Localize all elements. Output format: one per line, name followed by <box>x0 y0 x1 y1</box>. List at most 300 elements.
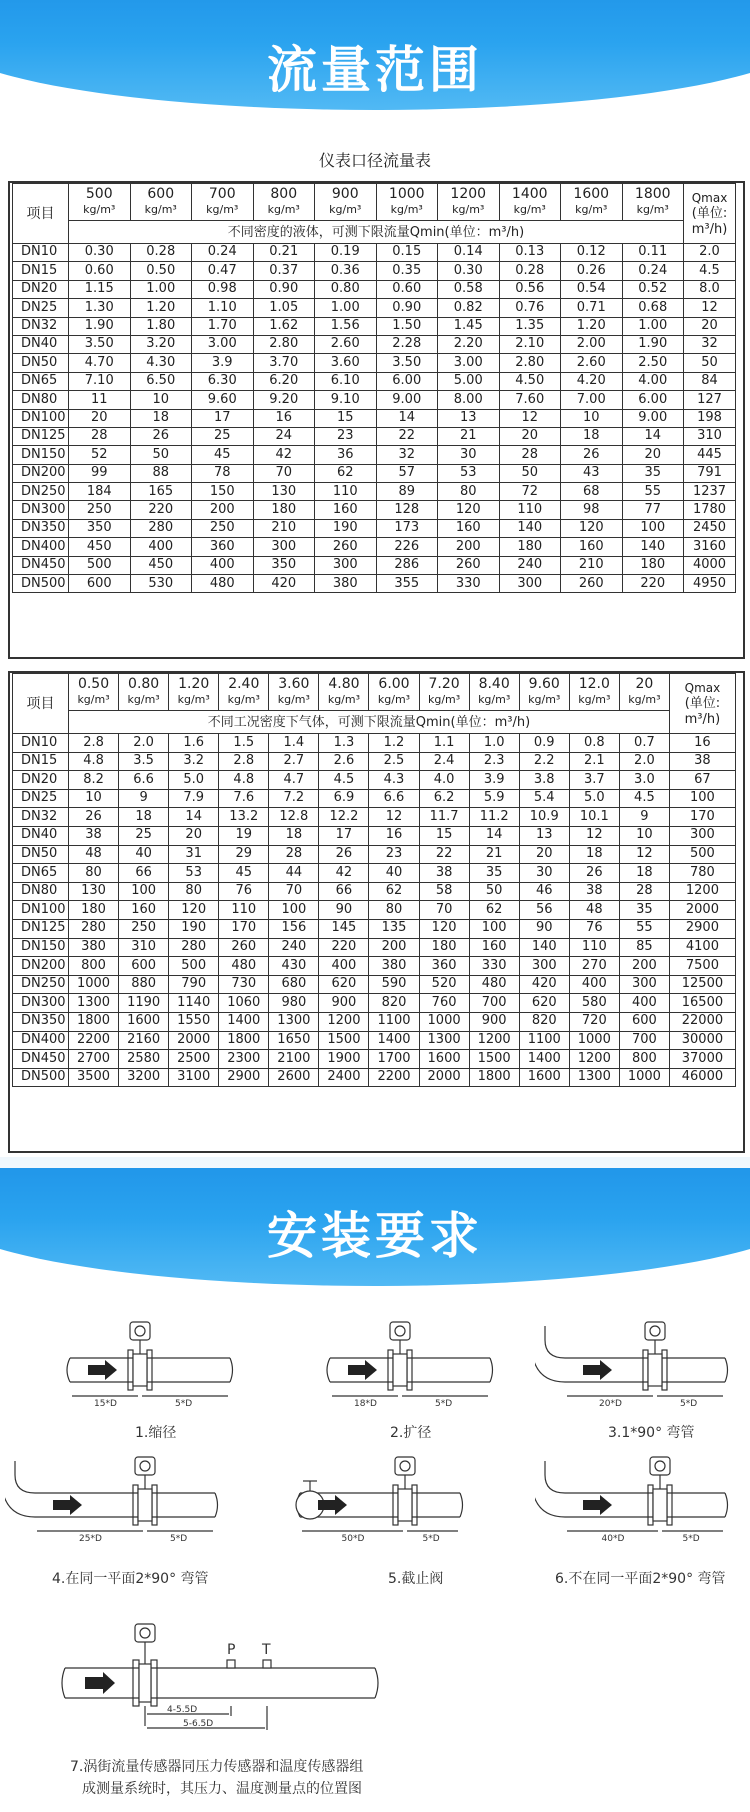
row-size: DN125 <box>13 919 69 938</box>
dim-label-2: 5-6.5D <box>183 1719 214 1729</box>
cell-value: 0.11 <box>622 244 684 262</box>
cell-value: 3500 <box>69 1068 119 1087</box>
cell-value: 100 <box>269 901 319 920</box>
diagram-7-sensor-positions <box>55 1620 385 1740</box>
cell-value: 1200 <box>569 1050 619 1069</box>
density-header <box>269 674 319 711</box>
cell-value: 2.0 <box>619 752 669 771</box>
cell-value: 35 <box>622 464 684 482</box>
liquid-flow-table <box>12 183 736 593</box>
cell-value: 0.12 <box>561 244 623 262</box>
cell-value: 21 <box>438 427 500 445</box>
cell-value: 3.8 <box>519 771 569 790</box>
cell-value: 310 <box>119 938 169 957</box>
cell-value: 18 <box>130 409 192 427</box>
density-header <box>369 674 419 711</box>
cell-value: 1000 <box>569 1031 619 1050</box>
density-header <box>69 184 131 221</box>
cell-value: 40 <box>119 845 169 864</box>
cell-value: 3.50 <box>69 335 131 353</box>
cell-value: 160 <box>315 501 377 519</box>
cell-value: 16500 <box>669 994 735 1013</box>
cell-value: 8.0 <box>684 280 736 298</box>
density-unit: kg/m³ <box>327 693 361 706</box>
cell-value: 1800 <box>469 1068 519 1087</box>
cell-value: 140 <box>519 938 569 957</box>
table-row <box>13 483 736 501</box>
cell-value: 145 <box>319 919 369 938</box>
cell-value: 300 <box>499 575 561 593</box>
cell-value: 11.7 <box>419 808 469 827</box>
table-note: 不同工况密度下气体，可测下限流量Qmin(单位：m³/h) <box>69 711 670 734</box>
density-unit: kg/m³ <box>452 203 485 216</box>
cell-value: 45 <box>219 864 269 883</box>
cell-value: 70 <box>253 464 315 482</box>
cell-value: 160 <box>561 538 623 556</box>
cell-value: 680 <box>269 975 319 994</box>
row-size: DN300 <box>13 994 69 1013</box>
qmax-text: m³/h) <box>684 711 721 727</box>
cell-value: 70 <box>269 882 319 901</box>
cell-value: 4.20 <box>561 372 623 390</box>
cell-value: 1060 <box>219 994 269 1013</box>
density-value: 1400 <box>511 186 548 202</box>
cell-value: 280 <box>130 519 192 537</box>
cell-value: 1.15 <box>69 280 131 298</box>
cell-value: 0.24 <box>622 262 684 280</box>
density-value: 600 <box>147 186 175 202</box>
cell-value: 9.20 <box>253 391 315 409</box>
cell-value: 2900 <box>669 919 735 938</box>
cell-value: 0.76 <box>499 299 561 317</box>
cell-value: 7.00 <box>561 391 623 409</box>
table-row <box>13 299 736 317</box>
density-header <box>169 674 219 711</box>
cell-value: 17 <box>192 409 254 427</box>
cell-value: 2.80 <box>499 354 561 372</box>
cell-value: 6.50 <box>130 372 192 390</box>
table-row <box>13 391 736 409</box>
flow-arrow-icon <box>348 1360 377 1380</box>
cell-value: 1.90 <box>69 317 131 335</box>
table-row <box>13 280 736 298</box>
density-value: 0.50 <box>77 676 110 692</box>
cell-value: 190 <box>169 919 219 938</box>
density-header <box>69 674 119 711</box>
cell-value: 220 <box>130 501 192 519</box>
flow-arrow-icon <box>85 1672 115 1694</box>
cell-value: 360 <box>192 538 254 556</box>
cell-value: 44 <box>269 864 319 883</box>
row-size: DN250 <box>13 483 69 501</box>
diagram-5 <box>270 1455 470 1550</box>
cell-value: 56 <box>519 901 569 920</box>
cell-value: 445 <box>684 446 736 464</box>
density-header <box>469 674 519 711</box>
banner-title: 流量范围 <box>267 41 483 99</box>
cell-value: 170 <box>219 919 269 938</box>
row-size: DN20 <box>13 771 69 790</box>
density-header <box>619 674 669 711</box>
cell-value: 250 <box>69 501 131 519</box>
cell-value: 30 <box>438 446 500 464</box>
density-value: 1800 <box>634 186 671 202</box>
cell-value: 0.24 <box>192 244 254 262</box>
cell-value: 32 <box>376 446 438 464</box>
cell-value: 0.50 <box>130 262 192 280</box>
cell-value: 1300 <box>569 1068 619 1087</box>
row-size: DN50 <box>13 354 69 372</box>
row-size: DN20 <box>13 280 69 298</box>
cell-value: 2.50 <box>622 354 684 372</box>
cell-value: 10 <box>619 826 669 845</box>
cell-value: 1.56 <box>315 317 377 335</box>
cell-value: 1400 <box>519 1050 569 1069</box>
cell-value: 480 <box>192 575 254 593</box>
cell-value: 4.3 <box>369 771 419 790</box>
cell-value: 80 <box>169 882 219 901</box>
downstream-length: 5*D <box>170 1534 188 1544</box>
cell-value: 76 <box>219 882 269 901</box>
cell-value: 2160 <box>119 1031 169 1050</box>
density-unit: kg/m³ <box>329 203 362 216</box>
cell-value: 13.2 <box>219 808 269 827</box>
cell-value: 0.28 <box>130 244 192 262</box>
upstream-length: 50*D <box>341 1534 365 1544</box>
diagram-caption: 5.截止阀 <box>388 1571 444 1587</box>
cell-value: 6.6 <box>369 789 419 808</box>
cell-value: 1.70 <box>192 317 254 335</box>
cell-value: 0.8 <box>569 734 619 753</box>
cell-value: 220 <box>319 938 369 957</box>
cell-value: 150 <box>192 483 254 501</box>
cell-value: 66 <box>319 882 369 901</box>
cell-value: 200 <box>619 957 669 976</box>
cell-value: 0.37 <box>253 262 315 280</box>
upstream-length: 18*D <box>354 1399 377 1409</box>
cell-value: 355 <box>376 575 438 593</box>
cell-value: 4.7 <box>269 771 319 790</box>
cell-value: 1400 <box>219 1012 269 1031</box>
cell-value: 85 <box>619 938 669 957</box>
cell-value: 1237 <box>684 483 736 501</box>
cell-value: 1.50 <box>376 317 438 335</box>
cell-value: 2100 <box>269 1050 319 1069</box>
cell-value: 12 <box>684 299 736 317</box>
cell-value: 9.00 <box>622 409 684 427</box>
temperature-label: T <box>262 1642 271 1658</box>
cell-value: 18 <box>619 864 669 883</box>
cell-value: 6.30 <box>192 372 254 390</box>
table-row <box>13 1012 736 1031</box>
downstream-length: 5*D <box>422 1534 440 1544</box>
density-header <box>315 184 377 221</box>
cell-value: 1650 <box>269 1031 319 1050</box>
cell-value: 160 <box>469 938 519 957</box>
row-size: DN15 <box>13 262 69 280</box>
cell-value: 100 <box>469 919 519 938</box>
cell-value: 6.00 <box>376 372 438 390</box>
cell-value: 18 <box>119 808 169 827</box>
cell-value: 2.00 <box>561 335 623 353</box>
cell-value: 900 <box>319 994 369 1013</box>
cell-value: 180 <box>499 538 561 556</box>
cell-value: 0.98 <box>192 280 254 298</box>
density-unit: kg/m³ <box>227 693 260 706</box>
cell-value: 600 <box>119 957 169 976</box>
table-row <box>13 409 736 427</box>
cell-value: 0.26 <box>561 262 623 280</box>
cell-value: 48 <box>69 845 119 864</box>
row-size: DN65 <box>13 864 69 883</box>
cell-value: 15 <box>419 826 469 845</box>
density-unit: kg/m³ <box>390 203 423 216</box>
cell-value: 1100 <box>369 1012 419 1031</box>
row-size: DN400 <box>13 1031 69 1050</box>
cell-value: 72 <box>499 483 561 501</box>
cell-value: 23 <box>315 427 377 445</box>
density-unit: kg/m³ <box>277 693 310 706</box>
diagram-caption: 2.扩径 <box>390 1425 432 1441</box>
table-row <box>13 538 736 556</box>
cell-value: 200 <box>438 538 500 556</box>
diagram-caption: 1.缩径 <box>135 1425 177 1441</box>
row-size: DN100 <box>13 901 69 920</box>
cell-value: 0.9 <box>519 734 569 753</box>
cell-value: 580 <box>569 994 619 1013</box>
cell-value: 3200 <box>119 1068 169 1087</box>
cell-value: 0.80 <box>315 280 377 298</box>
cell-value: 820 <box>369 994 419 1013</box>
cell-value: 360 <box>419 957 469 976</box>
cell-value: 13 <box>519 826 569 845</box>
cell-value: 10 <box>561 409 623 427</box>
cell-value: 20 <box>69 409 131 427</box>
table-row <box>13 446 736 464</box>
cell-value: 12 <box>619 845 669 864</box>
cell-value: 2.6 <box>319 752 369 771</box>
row-size: DN32 <box>13 808 69 827</box>
density-value: 6.00 <box>378 676 410 692</box>
cell-value: 1200 <box>319 1012 369 1031</box>
cell-value: 32 <box>684 335 736 353</box>
cell-value: 260 <box>438 556 500 574</box>
cell-value: 2.60 <box>315 335 377 353</box>
cell-value: 120 <box>419 919 469 938</box>
cell-value: 350 <box>69 519 131 537</box>
density-unit: kg/m³ <box>267 203 300 216</box>
cell-value: 24 <box>253 427 315 445</box>
cell-value: 30000 <box>669 1031 735 1050</box>
cell-value: 11 <box>69 391 131 409</box>
cell-value: 38 <box>69 826 119 845</box>
cell-value: 7.9 <box>169 789 219 808</box>
cell-value: 350 <box>253 556 315 574</box>
cell-value: 18 <box>569 845 619 864</box>
cell-value: 1.2 <box>369 734 419 753</box>
row-size: DN50 <box>13 845 69 864</box>
density-value: 20 <box>635 676 654 692</box>
diagram-caption: 4.在同一平面2*90° 弯管 <box>52 1571 209 1587</box>
cell-value: 2.3 <box>469 752 519 771</box>
density-header <box>130 184 192 221</box>
row-size: DN200 <box>13 464 69 482</box>
cell-value: 1200 <box>669 882 735 901</box>
cell-value: 0.30 <box>438 262 500 280</box>
cell-value: 180 <box>419 938 469 957</box>
cell-value: 35 <box>619 901 669 920</box>
diagram-2 <box>300 1320 500 1415</box>
cell-value: 58 <box>419 882 469 901</box>
row-size: DN400 <box>13 538 69 556</box>
cell-value: 3.60 <box>315 354 377 372</box>
cell-value: 500 <box>669 845 735 864</box>
cell-value: 2580 <box>119 1050 169 1069</box>
diagram-6 <box>535 1455 735 1550</box>
density-value: 800 <box>270 186 298 202</box>
cell-value: 600 <box>619 1012 669 1031</box>
cell-value: 14 <box>169 808 219 827</box>
cell-value: 2.10 <box>499 335 561 353</box>
cell-value: 3.20 <box>130 335 192 353</box>
cell-value: 50 <box>469 882 519 901</box>
cell-value: 67 <box>669 771 735 790</box>
downstream-length: 5*D <box>682 1534 700 1544</box>
cell-value: 430 <box>269 957 319 976</box>
table-row <box>13 808 736 827</box>
cell-value: 2.60 <box>561 354 623 372</box>
cell-value: 1.30 <box>69 299 131 317</box>
cell-value: 62 <box>315 464 377 482</box>
cell-value: 400 <box>319 957 369 976</box>
row-size: DN10 <box>13 244 69 262</box>
diagram-caption: 6.不在同一平面2*90° 弯管 <box>555 1571 726 1587</box>
cell-value: 12500 <box>669 975 735 994</box>
cell-value: 300 <box>519 957 569 976</box>
density-value: 9.60 <box>528 676 560 692</box>
row-size: DN40 <box>13 335 69 353</box>
density-header <box>561 184 623 221</box>
cell-value: 26 <box>561 446 623 464</box>
cell-value: 110 <box>315 483 377 501</box>
row-size: DN25 <box>13 299 69 317</box>
cell-value: 3.00 <box>192 335 254 353</box>
table-row <box>13 994 736 1013</box>
table-subtitle: 仪表口径流量表 <box>318 151 431 170</box>
cell-value: 280 <box>169 938 219 957</box>
cell-value: 8.00 <box>438 391 500 409</box>
cell-value: 48 <box>569 901 619 920</box>
cell-value: 42 <box>319 864 369 883</box>
cell-value: 210 <box>561 556 623 574</box>
cell-value: 4.30 <box>130 354 192 372</box>
cell-value: 260 <box>315 538 377 556</box>
row-size: DN200 <box>13 957 69 976</box>
row-size: DN150 <box>13 938 69 957</box>
table-row <box>13 335 736 353</box>
cell-value: 1500 <box>319 1031 369 1050</box>
cell-value: 26 <box>319 845 369 864</box>
cell-value: 20 <box>169 826 219 845</box>
table-row <box>13 464 736 482</box>
cell-value: 286 <box>376 556 438 574</box>
cell-value: 2300 <box>219 1050 269 1069</box>
row-size: DN65 <box>13 372 69 390</box>
cell-value: 4.00 <box>622 372 684 390</box>
flow-arrow-icon <box>583 1495 612 1515</box>
cell-value: 800 <box>69 957 119 976</box>
cell-value: 88 <box>130 464 192 482</box>
cell-value: 100 <box>622 519 684 537</box>
cell-value: 2.4 <box>419 752 469 771</box>
gas-flow-table <box>12 673 736 1087</box>
cell-value: 13 <box>438 409 500 427</box>
cell-value: 1.3 <box>319 734 369 753</box>
cell-value: 0.14 <box>438 244 500 262</box>
cell-value: 3.00 <box>438 354 500 372</box>
qmax-text: m³/h) <box>691 221 728 237</box>
cell-value: 790 <box>169 975 219 994</box>
cell-value: 1.45 <box>438 317 500 335</box>
cell-value: 99 <box>69 464 131 482</box>
cell-value: 0.58 <box>438 280 500 298</box>
cell-value: 26 <box>130 427 192 445</box>
cell-value: 500 <box>169 957 219 976</box>
qmax-text: (单位: <box>684 695 721 711</box>
cell-value: 4.0 <box>419 771 469 790</box>
cell-value: 22 <box>419 845 469 864</box>
cell-value: 52 <box>69 446 131 464</box>
density-value: 700 <box>208 186 236 202</box>
diagram-caption: 3.1*90° 弯管 <box>608 1425 695 1441</box>
cell-value: 400 <box>619 994 669 1013</box>
cell-value: 35 <box>469 864 519 883</box>
cell-value: 1400 <box>369 1031 419 1050</box>
cell-value: 380 <box>315 575 377 593</box>
cell-value: 7.10 <box>69 372 131 390</box>
cell-value: 380 <box>369 957 419 976</box>
cell-value: 0.35 <box>376 262 438 280</box>
cell-value: 1000 <box>619 1068 669 1087</box>
density-unit: kg/m³ <box>528 693 561 706</box>
cell-value: 700 <box>469 994 519 1013</box>
table-row <box>13 882 736 901</box>
table-row <box>13 901 736 920</box>
cell-value: 7.6 <box>219 789 269 808</box>
cell-value: 5.4 <box>519 789 569 808</box>
cell-value: 10.9 <box>519 808 569 827</box>
cell-value: 2700 <box>69 1050 119 1069</box>
cell-value: 480 <box>219 957 269 976</box>
cell-value: 3100 <box>169 1068 219 1087</box>
cell-value: 330 <box>438 575 500 593</box>
cell-value: 31 <box>169 845 219 864</box>
cell-value: 180 <box>622 556 684 574</box>
cell-value: 791 <box>684 464 736 482</box>
upstream-length: 20*D <box>599 1399 622 1409</box>
cell-value: 760 <box>419 994 469 1013</box>
cell-value: 600 <box>69 575 131 593</box>
table-row <box>13 957 736 976</box>
cell-value: 14 <box>469 826 519 845</box>
density-header <box>519 674 569 711</box>
cell-value: 1.4 <box>269 734 319 753</box>
cell-value: 1.0 <box>469 734 519 753</box>
cell-value: 420 <box>253 575 315 593</box>
cell-value: 198 <box>684 409 736 427</box>
cell-value: 80 <box>438 483 500 501</box>
cell-value: 128 <box>376 501 438 519</box>
